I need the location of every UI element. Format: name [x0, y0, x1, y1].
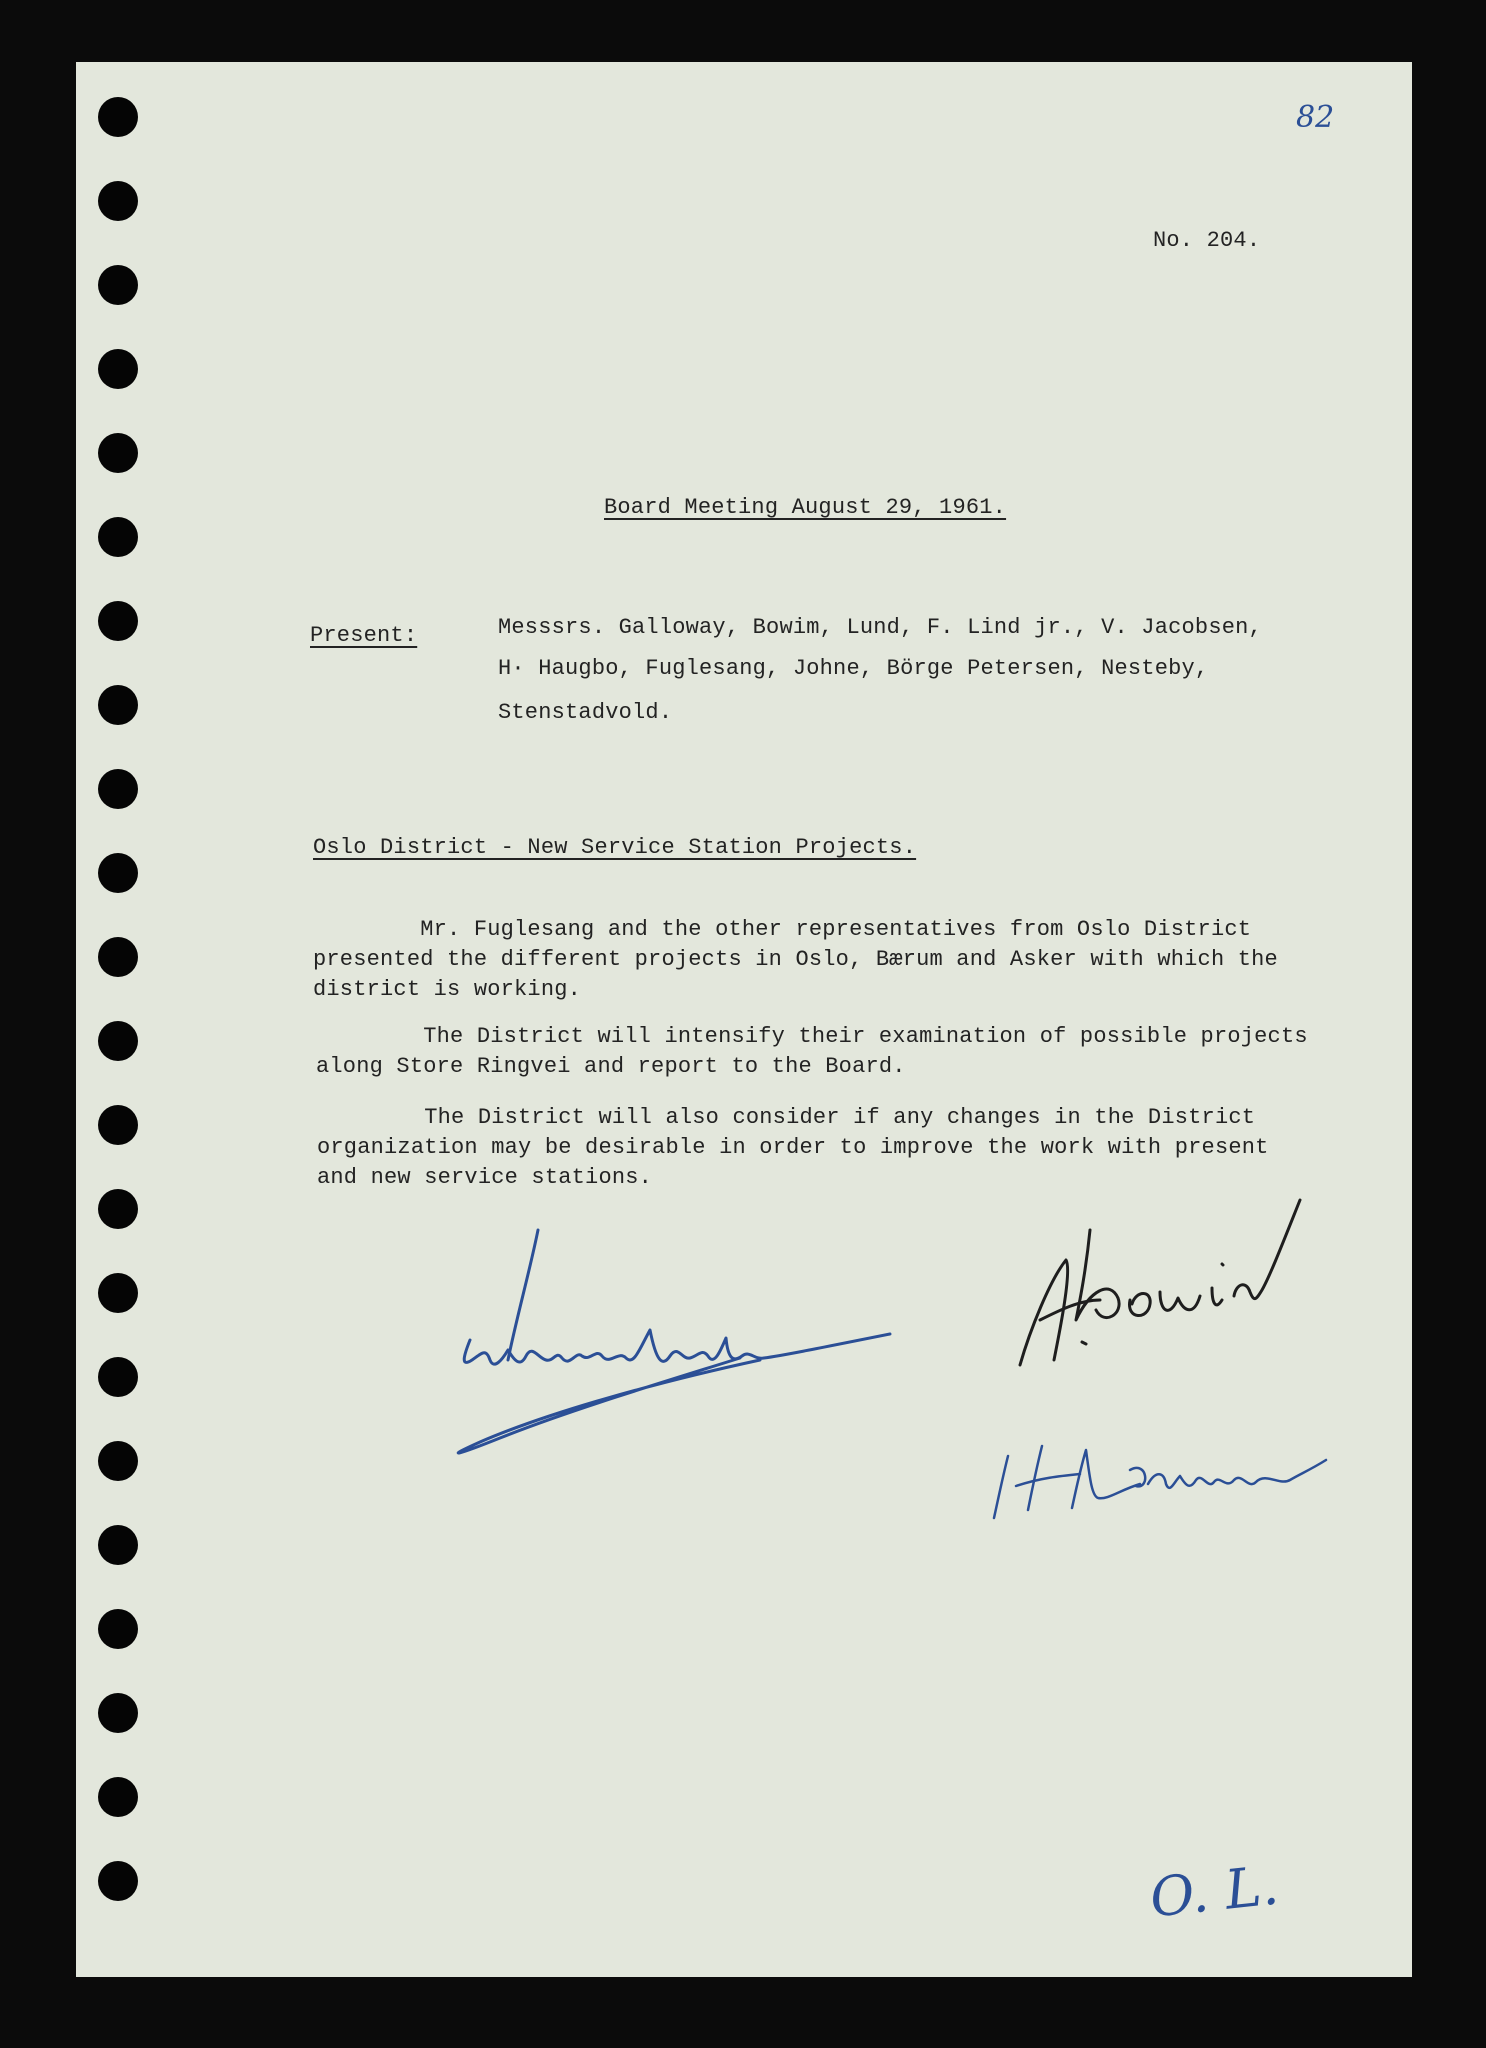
binder-hole	[98, 1189, 138, 1229]
section-heading: Oslo District - New Service Station Projects.	[313, 835, 917, 860]
binder-hole	[98, 769, 138, 809]
binder-hole	[98, 1693, 138, 1733]
binder-hole	[98, 1525, 138, 1565]
attendees-line: Stenstadvold.	[498, 700, 673, 725]
binder-hole	[98, 937, 138, 977]
binder-hole	[98, 349, 138, 389]
paragraph-line: along Store Ringvei and report to the Board.	[316, 1054, 906, 1079]
paragraph-line: The District will intensify their examination of possible projects	[316, 1024, 1308, 1049]
signature-right-bottom	[980, 1400, 1340, 1530]
attendees-line: Messsrs. Galloway, Bowim, Lund, F. Lind jr., V. Jacobsen,	[498, 615, 1262, 640]
paragraph-line: and new service stations.	[317, 1165, 653, 1190]
handwritten-page-number: 82	[1296, 100, 1335, 135]
binder-hole	[98, 97, 138, 137]
paragraph-line: organization may be desirable in order to improve the work with present	[317, 1135, 1269, 1160]
binder-hole	[98, 265, 138, 305]
binder-hole	[98, 1777, 138, 1817]
paragraph-line: district is working.	[313, 977, 582, 1002]
binder-hole	[98, 685, 138, 725]
binder-hole	[98, 1021, 138, 1061]
paper-sheet	[76, 62, 1412, 1977]
attendees-line: H· Haugbo, Fuglesang, Johne, Börge Petersen, Nesteby,	[498, 656, 1209, 681]
signature-right-top	[1000, 1180, 1320, 1380]
binder-hole	[98, 1357, 138, 1397]
binder-hole	[98, 853, 138, 893]
binder-hole	[98, 601, 138, 641]
binder-hole	[98, 517, 138, 557]
handwritten-initials: O. L.	[1147, 1853, 1282, 1930]
binder-hole	[98, 1105, 138, 1145]
binder-hole	[98, 1441, 138, 1481]
paragraph-line: Mr. Fuglesang and the other representatives from Oslo District	[313, 917, 1252, 942]
binder-hole	[98, 181, 138, 221]
paragraph-line: presented the different projects in Oslo, Bærum and Asker with which the	[313, 947, 1278, 972]
binder-hole	[98, 1861, 138, 1901]
present-label: Present:	[310, 623, 418, 648]
binder-hole	[98, 1609, 138, 1649]
document-number: No. 204.	[1153, 228, 1261, 253]
signature-left	[420, 1210, 900, 1460]
document-title: Board Meeting August 29, 1961.	[604, 495, 1007, 520]
binder-hole	[98, 433, 138, 473]
paragraph-line: The District will also consider if any changes in the District	[317, 1105, 1256, 1130]
binder-hole	[98, 1273, 138, 1313]
